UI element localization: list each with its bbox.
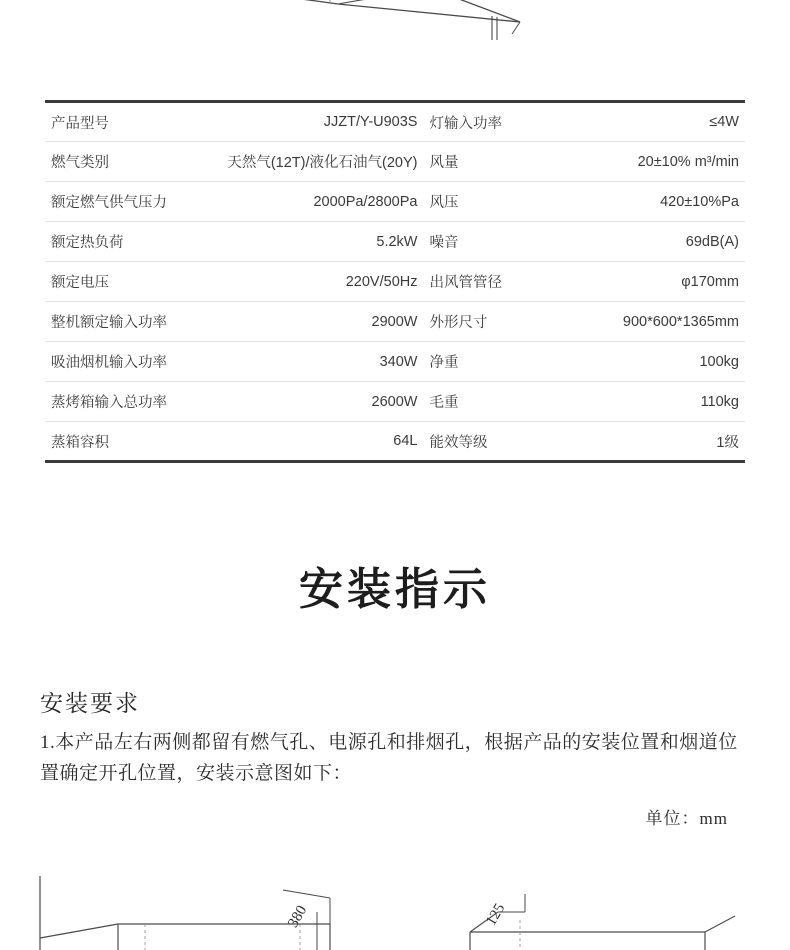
spec-label: 蒸箱容积: [45, 422, 221, 462]
spec-label: 额定电压: [45, 262, 221, 302]
install-requirements: [40, 685, 750, 790]
spec-value: 420±10%Pa: [580, 182, 745, 222]
spec-label: 出风管管径: [423, 262, 579, 302]
spec-value: φ170mm: [580, 262, 745, 302]
table-row: [45, 342, 745, 382]
spec-value: 340W: [221, 342, 423, 382]
spec-value: 5.2kW: [221, 222, 423, 262]
dimension-label-125: 125: [483, 901, 509, 929]
spec-label: 灯输入功率: [423, 102, 579, 142]
spec-label: 风压: [423, 182, 579, 222]
install-paragraph: 1.本产品左右两侧都留有燃气孔、电源孔和排烟孔，根据产品的安装位置和烟道位置确定开孔位置，安装示意图如下：: [40, 732, 738, 784]
spec-value: 220V/50Hz: [221, 262, 423, 302]
table-row: [45, 422, 745, 462]
install-heading: 安装要求: [40, 691, 140, 716]
spec-value: 110kg: [580, 382, 745, 422]
table-row: [45, 382, 745, 422]
unit-note: 单位：mm: [645, 808, 728, 828]
spec-label: 蒸烤箱输入总功率: [45, 382, 221, 422]
spec-label: 外形尺寸: [423, 302, 579, 342]
spec-label: 额定热负荷: [45, 222, 221, 262]
spec-label: 整机额定输入功率: [45, 302, 221, 342]
spec-value: 2000Pa/2800Pa: [221, 182, 423, 222]
spec-value: JJZT/Y-U903S: [221, 102, 423, 142]
spec-value: ≤4W: [580, 102, 745, 142]
spec-value: 20±10% m³/min: [580, 142, 745, 182]
spec-value: 64L: [221, 422, 423, 462]
bottom-diagram-svg: [0, 872, 790, 950]
spec-label: 燃气类别: [45, 142, 221, 182]
spec-value: 100kg: [580, 342, 745, 382]
table-row: [45, 102, 745, 142]
spec-label: 净重: [423, 342, 579, 382]
table-row: [45, 222, 745, 262]
spec-value: 69dB(A): [580, 222, 745, 262]
spec-label: 风量: [423, 142, 579, 182]
top-diagram-svg: [0, 0, 790, 60]
table-row: [45, 182, 745, 222]
top-diagram-fragment: [0, 0, 790, 60]
table-row: [45, 262, 745, 302]
spec-value: 2600W: [221, 382, 423, 422]
dimension-label-380: 380: [285, 903, 311, 931]
product-spec-table: [45, 100, 745, 463]
spec-label: 产品型号: [45, 102, 221, 142]
spec-label: 吸油烟机输入功率: [45, 342, 221, 382]
spec-value: 900*600*1365mm: [580, 302, 745, 342]
spec-label: 能效等级: [423, 422, 579, 462]
spec-table-wrap: [45, 100, 745, 463]
spec-label: 毛重: [423, 382, 579, 422]
spec-label: 额定燃气供气压力: [45, 182, 221, 222]
spec-label: 噪音: [423, 222, 579, 262]
table-row: [45, 302, 745, 342]
page-title: 安装指示: [299, 565, 491, 614]
spec-value: 2900W: [221, 302, 423, 342]
spec-value: 1级: [580, 422, 745, 462]
spec-value: 天然气(12T)/液化石油气(20Y): [221, 142, 423, 182]
bottom-diagram-fragment: [0, 872, 790, 950]
table-row: [45, 142, 745, 182]
